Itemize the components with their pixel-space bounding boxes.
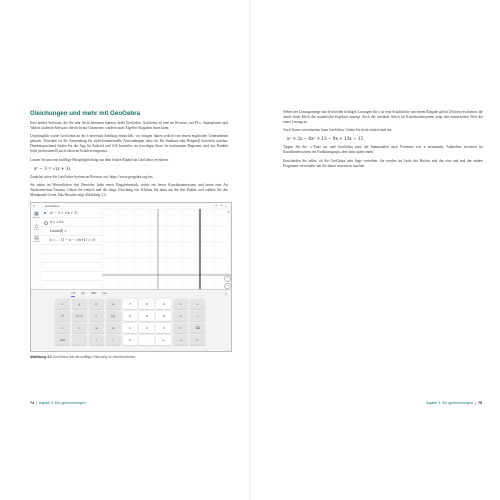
sidebar-item-algebra[interactable] xyxy=(31,209,42,221)
sidebar-item-table[interactable] xyxy=(31,233,42,245)
algebra-empty-row[interactable] xyxy=(42,245,102,254)
keyboard-key[interactable]: ⌫ xyxy=(190,323,205,333)
keyboard-key[interactable]: 8 xyxy=(139,299,154,309)
keyboard-tabs xyxy=(71,292,107,297)
zoom-controls xyxy=(224,275,229,287)
keyboard-key[interactable]: 1 xyxy=(123,323,138,333)
sidebar-label: Tabelle xyxy=(33,240,40,243)
keyboard-key[interactable]: ≥ xyxy=(106,323,121,333)
keyboard-key[interactable]: ) xyxy=(106,335,121,345)
equation: x² − 3 = √(x + 1) xyxy=(34,165,71,171)
left-page xyxy=(0,0,249,500)
keyboard-key[interactable]: e xyxy=(106,299,121,309)
tab-functions[interactable]: f(x) xyxy=(81,292,86,296)
keyboard-key[interactable]: ( xyxy=(89,335,104,345)
virtual-keyboard xyxy=(31,289,231,352)
keyboard-key[interactable]: = xyxy=(173,323,188,333)
more-options-icon[interactable]: ⋮ xyxy=(97,211,100,216)
algebra-empty-row[interactable] xyxy=(42,263,102,272)
tab-symbols[interactable]: #&¬ xyxy=(102,292,108,296)
keyboard-key[interactable]: , xyxy=(72,335,87,345)
paragraph-enter: Tippen Sie die ↵-Taste an, und GeoGebra fasst die Summanden nach Potenzen von x zusammen. Außerdem erscheint im Koordinatensystem ein Funktionsgraph, aber dazu später mehr. xyxy=(283,145,483,155)
zoom-out-button[interactable]: − xyxy=(224,283,231,290)
algebra-solution-row[interactable] xyxy=(42,236,102,245)
caption-label: Abbildung 3.2 xyxy=(30,355,52,360)
keyboard-key[interactable]: 0 xyxy=(123,335,138,345)
keyboard-keys xyxy=(55,299,205,349)
keyboard-key[interactable]: + xyxy=(173,311,188,321)
undo-icon[interactable]: ↶ xyxy=(215,203,221,208)
calculator-icon: ▦ xyxy=(34,210,39,217)
paragraph: Ursprünglich wurde GeoGebra an der Universität Salzburg entwickelt, vor einigen Jahren jedoch von einem englischen Unternehmen gekauft. Trotzdem ist die Anwendung für nicht-kommerzielle Anwendungen (also für Ihr Studium zum Beispiel) kostenlos nutzbar. Dementsprechend finden Sie die App für Android und iOS kostenlos im jeweiligen Store. In bestimmten Regionen wird das Produkt (teils professionell) auch schon an Schulen eingesetzt. xyxy=(30,134,228,154)
keyboard-key[interactable]: 7 xyxy=(123,299,138,309)
right-footer xyxy=(426,401,482,405)
running-head: Kapitel 3: Ein Igelrechnungen xyxy=(38,401,86,405)
keyboard-key[interactable]: 5 xyxy=(139,311,154,321)
section-title: Gleichungen und mehr mit GeoGebra xyxy=(30,110,141,117)
paragraph: Auch Terme vereinfachen kann GeoGebra. Geben Sie doch einfach mal ein: xyxy=(283,128,393,133)
keyboard-key[interactable]: . xyxy=(139,335,154,345)
algebra-input-row[interactable] xyxy=(42,209,102,218)
algebra-command-row[interactable] xyxy=(42,227,102,236)
keyboard-key[interactable]: 3 xyxy=(156,323,171,333)
keyboard-key[interactable]: x² xyxy=(55,311,70,321)
algebra-empty-row[interactable] xyxy=(42,272,102,281)
keyboard-key[interactable]: 4 xyxy=(123,311,138,321)
zoom-in-button[interactable]: + xyxy=(224,275,231,282)
paragraph-url: Zunächst rufen Sie GeoGebra-System im Browser auf: https://www.geogebra.org/cas. xyxy=(30,174,154,179)
search-icon[interactable]: ⌕ xyxy=(225,203,229,208)
algebra-expression: x = ... {1 − x − √(x+1) = 0} xyxy=(50,238,96,243)
keyboard-key[interactable]: × xyxy=(173,299,188,309)
keyboard-key[interactable]: |▫| xyxy=(106,311,121,321)
caption-text: GeoGebra löst die knifflige Gleichung im Handumdrehen. xyxy=(52,355,137,360)
tab-123[interactable]: 123 xyxy=(71,292,76,296)
redo-icon[interactable]: ↷ xyxy=(220,203,226,208)
keyboard-key[interactable]: > xyxy=(72,323,87,333)
keyboard-key[interactable]: − xyxy=(190,311,205,321)
keyboard-key[interactable]: x xyxy=(55,299,70,309)
figure-caption xyxy=(30,355,228,359)
keyboard-key[interactable]: ← xyxy=(156,335,171,345)
keyboard-key[interactable]: x^▫ xyxy=(72,311,87,321)
algebra-expression: x² − 3 = √(x + 1) xyxy=(50,211,78,216)
menu-icon[interactable]: ≡ xyxy=(33,204,36,209)
sidebar-item-tools[interactable] xyxy=(31,221,42,233)
close-icon[interactable]: ✕ xyxy=(224,292,227,297)
keyboard-key[interactable]: y xyxy=(72,299,87,309)
left-footer xyxy=(30,401,86,405)
keyboard-key[interactable]: 2 xyxy=(139,323,154,333)
geogebra-title: GeoGebra xyxy=(45,204,60,209)
tab-abc[interactable]: ABC xyxy=(91,292,97,296)
algebra-expression: Lösen(f) ≈ xyxy=(50,229,67,234)
keyboard-key[interactable]: ÷ xyxy=(190,299,205,309)
paragraph: Lassen Sie uns eine knifflige Beispielgleichung aus dem letzten Kapitel an GeoGebra verfüttern: xyxy=(30,157,170,162)
keyboard-key[interactable]: 9 xyxy=(156,299,171,309)
footer-separator: | xyxy=(475,401,476,405)
tools-icon: △ xyxy=(34,222,39,229)
algebra-result-row[interactable] xyxy=(42,218,102,227)
equation: x² + 2x − 4x² + 13 − 9x + 13x − 12 xyxy=(287,136,364,142)
graphics-view[interactable] xyxy=(102,209,231,289)
coordinate-grid xyxy=(102,209,231,289)
keyboard-key[interactable]: √ xyxy=(89,311,104,321)
topbar-icons xyxy=(215,204,229,208)
keyboard-key[interactable]: ans xyxy=(55,335,70,345)
keyboard-key[interactable]: < xyxy=(55,323,70,333)
paragraph: Entscheiden Sie selbst, ob Sie GeoGebra oder Sage verstehen. Sie werden im Laufe des Buches mal das eine und mal das andere Programm verwenden, um Sie damit vertraut zu machen. xyxy=(283,158,483,168)
paragraph: Eine andere Software, die Sie sehr leicht benutzen können, heißt GeoGebra. GeoGebra ist eine im Browser, auf PCs, Smartphones und Tablets laufende Software, die nicht nur Geometrie, sondern auch Algebra-Aufgaben lösen kann. xyxy=(30,121,228,131)
geogebra-screenshot xyxy=(30,202,232,352)
algebra-view xyxy=(42,209,103,289)
keyboard-key[interactable]: → xyxy=(173,335,188,345)
page-number: 74 xyxy=(30,401,34,405)
right-page-column xyxy=(283,110,483,172)
keyboard-key[interactable]: π xyxy=(89,299,104,309)
table-icon: ▤ xyxy=(34,234,39,241)
sidebar-label: Tools xyxy=(33,228,40,231)
footer-separator: | xyxy=(36,401,37,405)
paragraph-instructions: Sie sehen im Wesentlichen drei Bereiche: links einen Eingabebereich, rechts ein leeres Koordinatensystem und unten eine Art Taschenrechner-Tastatur. Geben Sie einfach mal die obige Gleichung ein. Klicken Sie dann auf die drei Punkte und wählen Sie den Menüpunkt Lösen. Das Resultat zeigt Abbildung 3.2. xyxy=(30,182,228,197)
settings-icon[interactable]: ⚙ xyxy=(227,210,230,215)
visibility-dot-icon[interactable] xyxy=(44,212,46,214)
keyboard-key[interactable]: ≤ xyxy=(89,323,104,333)
keyboard-key[interactable]: ↵ xyxy=(190,335,205,345)
running-head: Kapitel 3: Ein Igelrechnungen xyxy=(426,401,474,405)
algebra-empty-row[interactable] xyxy=(42,254,102,263)
visibility-dot-icon[interactable] xyxy=(44,221,48,225)
keyboard-key[interactable]: 6 xyxy=(156,311,171,321)
paragraph: Neben der Lösungsmenge mit den beiden richtigen Lösungen für x ist eine Schaltfläche mit einem Eingabe gleich Zeichen erschienen, die durch einen Klick das numerische Ergebnis anzeigt. Auch der vertikale Strich im Koordinatensystem zeigt den numerischen Wert der einen Lösung an. xyxy=(283,110,483,125)
algebra-expression: x = 2.62 xyxy=(50,220,64,225)
page-number: 75 xyxy=(478,401,482,405)
right-page xyxy=(251,0,500,500)
sidebar-label: Algebra xyxy=(32,216,41,219)
left-page-column xyxy=(30,110,228,359)
